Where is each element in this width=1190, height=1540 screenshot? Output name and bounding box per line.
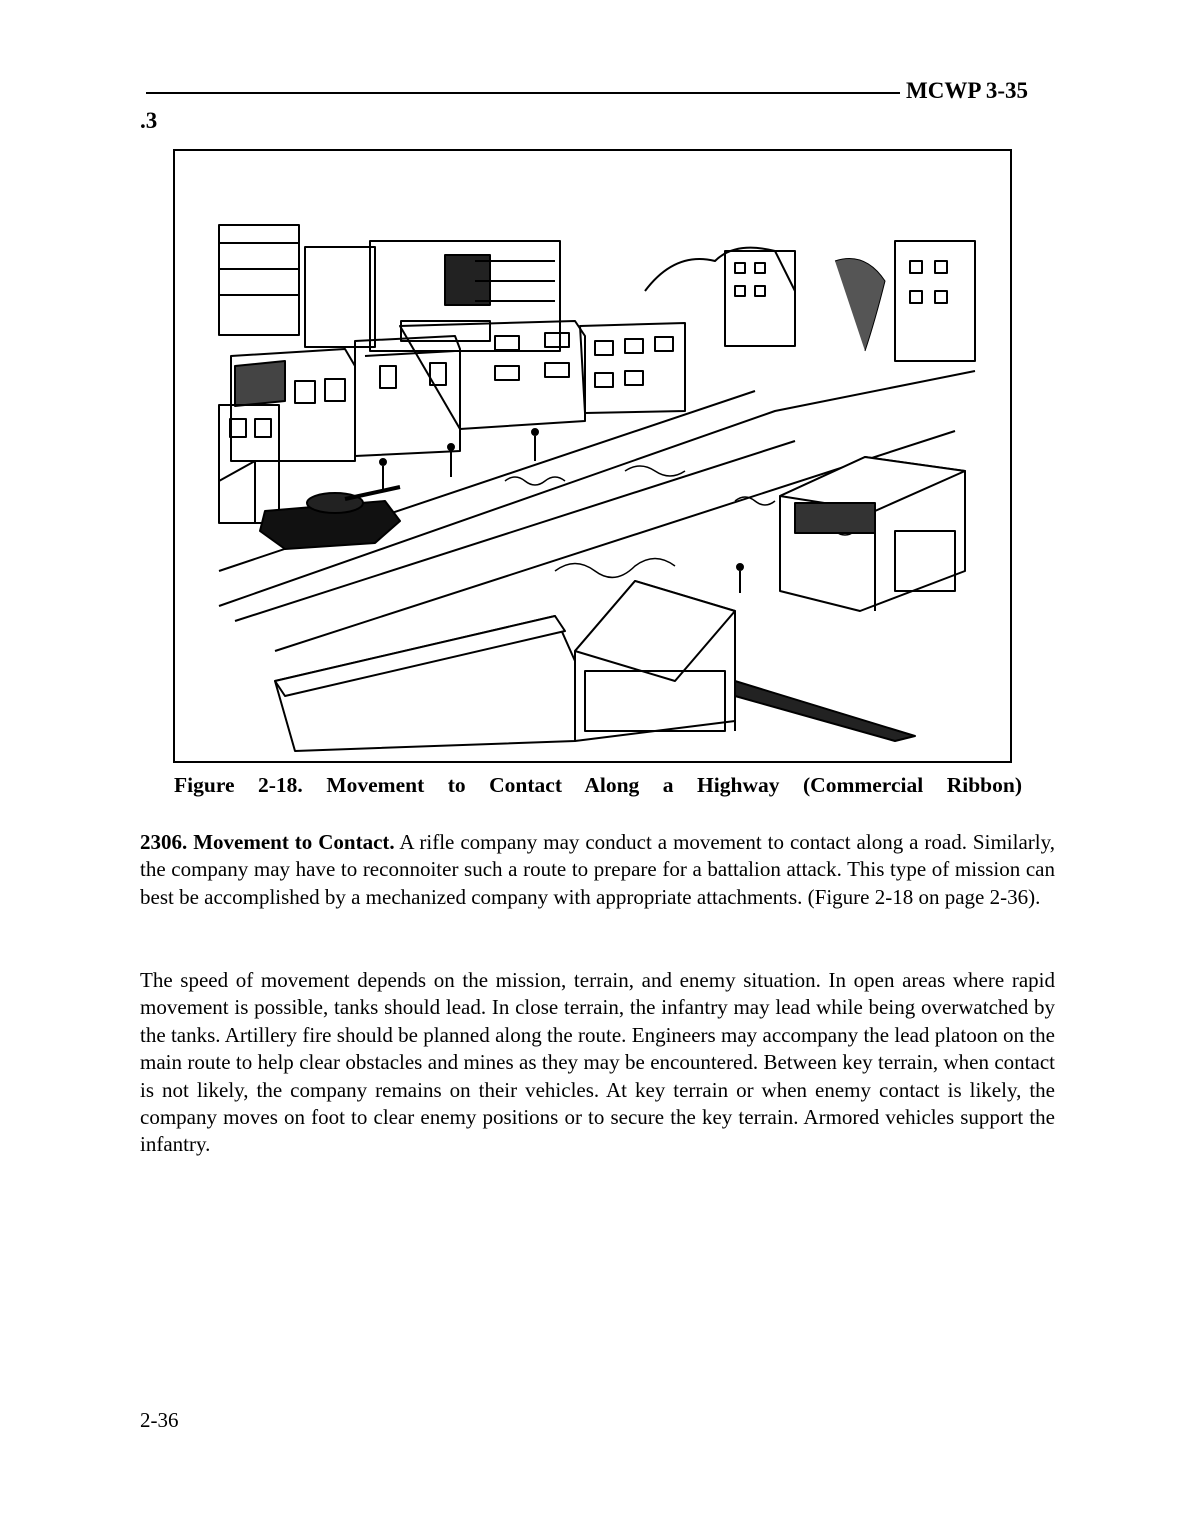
infantry-figures: [380, 429, 743, 593]
paragraph-movement-to-contact: [140, 829, 1055, 911]
paragraph-speed-of-movement: The speed of movement depends on the mission, terrain, and enemy situation. In open areas where rapid movement is possible, tanks should lead. In close terrain, the infantry may lead while being overwatched by the tanks. Artillery fire should be planned along the route. Engineers may accompany the lead platoon on the main route to help clear obstacles and mines as they may be encountered. Between key terrain, when contact is not likely, the company remains on their vehicles. At key terrain or when enemy contact is likely, the company moves on foot to clear enemy positions or to secure the key terrain. Armored vehicles support the infantry.: [140, 968, 1055, 1157]
tank-icon: [260, 487, 400, 549]
header-rule: [146, 92, 900, 94]
building-left-mid: [305, 247, 375, 347]
paragraph-text: A rifle company may conduct a movement to contact along a road. Similarly, the company may have to reconnoiter such a route to prepare for a battalion attack. This type of mission can best be accomplished by a mechanized company with appropriate attachments. (Figure 2-18 on page 2-36).: [140, 830, 1055, 909]
figure-illustration: [173, 149, 1012, 763]
document-id: MCWP 3-35: [906, 78, 1029, 103]
page-number: 2-36: [140, 1408, 179, 1432]
figure-caption: Figure 2-18. Movement to Contact Along a Highway (Commercial Ribbon): [174, 773, 1022, 797]
section-heading: 2306. Movement to Contact.: [140, 830, 395, 854]
street-scene-drawing: [175, 151, 1010, 761]
building-left-back: [219, 225, 299, 335]
section-mark: .3: [140, 108, 158, 133]
